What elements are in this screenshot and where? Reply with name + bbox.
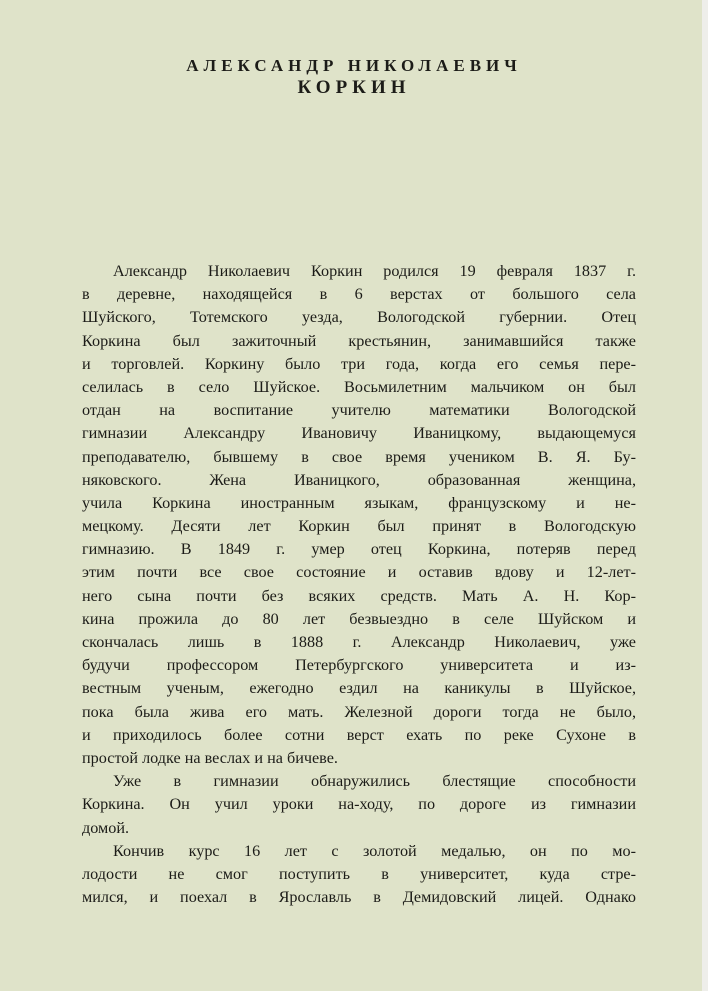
text-line: няковского. Жена Иваницкого, образованная женщина, [82, 470, 636, 489]
text-line: этим почти все свое состояние и оставив вдову и 12-лет- [82, 563, 636, 582]
text-line: преподавателю, бывшему в свое время учеником В. Я. Бу- [82, 447, 636, 466]
text-line: мецкому. Десяти лет Коркин был принят в Вологодскую [82, 517, 636, 536]
text-line: будучи профессором Петербургского университета и из- [82, 656, 636, 675]
text-line: кина прожила до 80 лет безвыездно в селе Шуйском и [82, 609, 636, 628]
text-line: вестным ученым, ежегодно ездил на каникулы в Шуйское, [82, 679, 636, 698]
text-line: Александр Николаевич Коркин родился 19 февраля 1837 г. [113, 262, 636, 280]
text-line: Коркина. Он учил уроки на-ходу, по дороге из гимназии [82, 795, 636, 814]
text-line: него сына почти без всяких средств. Мать А. Н. Кор- [82, 586, 636, 605]
title-first-name: АЛЕКСАНДР НИКОЛАЕВИЧ [186, 56, 522, 75]
text-line: мился, и поехал в Ярославль в Демидовский лицей. Однако [82, 888, 636, 907]
text-line: простой лодке на веслах и на бичеве. [82, 748, 338, 767]
page-edge [702, 0, 708, 991]
text-line: пока была жива его мать. Железной дороги тогда не было, [82, 702, 636, 721]
text-line: лодости не смог поступить в университет, куда стре- [82, 864, 636, 883]
text-line: Кончив курс 16 лет с золотой медалью, он по мо- [113, 841, 636, 860]
text-line: учила Коркина иностранным языкам, французскому и не- [82, 493, 636, 512]
text-line: Коркина был зажиточный крестьянин, занимавшийся также [82, 331, 636, 350]
text-line: домой. [82, 818, 130, 837]
body-text [82, 260, 636, 909]
text-line: отдан на воспитание учителю математики Вологодской [82, 401, 636, 420]
text-line: гимназию. В 1849 г. умер отец Коркина, потеряв перед [82, 540, 636, 559]
text-line: Уже в гимназии обнаружились блестящие способности [113, 772, 636, 791]
text-line: Шуйского, Тотемского уезда, Вологодской губернии. Отец [82, 308, 636, 327]
text-line: и приходилось более сотни верст ехать по реке Сухоне в [82, 725, 636, 744]
title-surname: КОРКИН [297, 77, 411, 98]
text-line: гимназии Александру Ивановичу Иваницкому, выдающемуся [82, 424, 636, 443]
text-line: в деревне, находящейся в 6 верстах от большого села [82, 285, 636, 304]
text-line: скончалась лишь в 1888 г. Александр Николаевич, уже [82, 633, 636, 651]
text-line: селилась в село Шуйское. Восьмилетним мальчиком он был [82, 377, 636, 396]
text-line: и торговлей. Коркину было три года, когда его семья пере- [82, 354, 636, 373]
